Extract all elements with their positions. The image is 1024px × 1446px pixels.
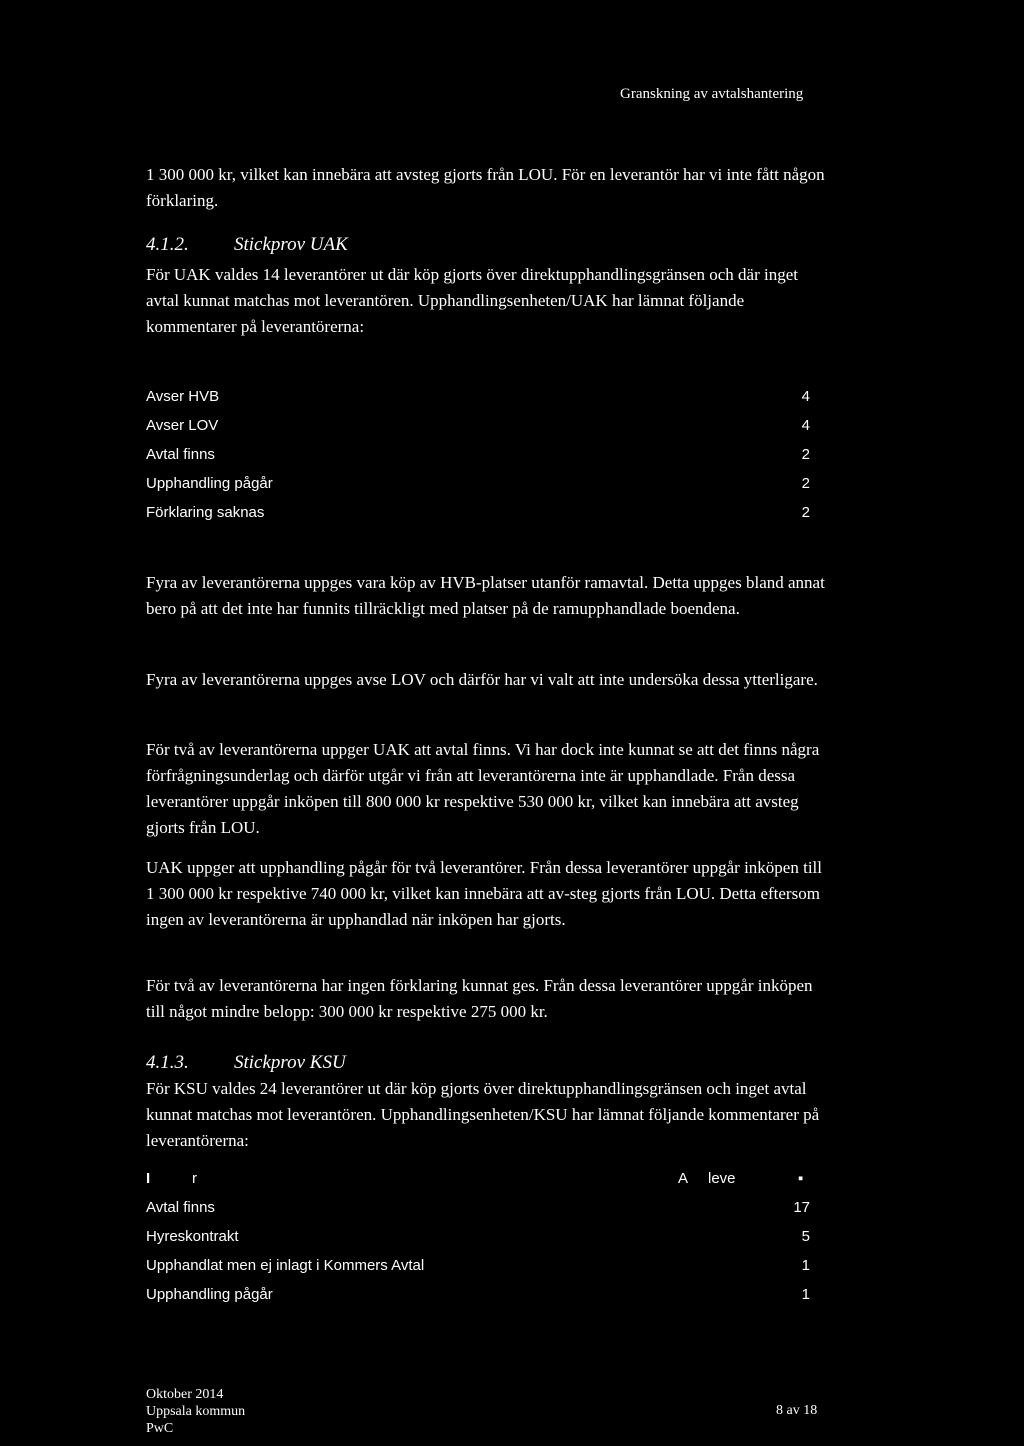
row-label: Avtal finns bbox=[146, 446, 215, 463]
section-uak-text: För UAK valdes 14 leverantörer ut där köp gjorts över direktupphandlingsgränsen och där inget avtal kunnat matchas mot leverantören. Upphandlingsenheten/UAK har lämnat följande kommentarer på leverantörerna: bbox=[146, 265, 798, 336]
section-ksu-text: För KSU valdes 24 leverantörer ut där köp gjorts över direktupphandlingsgränsen och inget avtal kunnat matchas mot leverantören. Upphandlingsenheten/KSU har lämnat följande kommentarer på leverantörerna: bbox=[146, 1079, 820, 1150]
table-row bbox=[146, 388, 816, 417]
row-label: Upphandlat men ej inlagt i Kommers Avtal bbox=[146, 1257, 425, 1274]
table-row bbox=[146, 446, 816, 475]
row-value: 4 bbox=[801, 417, 810, 434]
footer-firm: PwC bbox=[146, 1421, 174, 1436]
paragraph-forklaring: För två av leverantörerna har ingen förklaring kunnat ges. Från dessa leverantörer uppgår inköpen till något mindre belopp: 300 000 kr respektive 275 000 kr. bbox=[146, 976, 813, 1021]
row-label: Upphandling pågår bbox=[146, 1286, 273, 1303]
footer-date: Oktober 2014 bbox=[146, 1387, 224, 1402]
table-row bbox=[146, 504, 816, 533]
table-row bbox=[146, 1257, 816, 1286]
intro-paragraph: 1 300 000 kr, vilket kan innebära att avsteg gjorts från LOU. För en leverantör har vi inte fått någon förklaring. bbox=[146, 165, 825, 210]
row-value: 2 bbox=[801, 446, 810, 463]
section-number: 4.1.2. bbox=[146, 234, 189, 255]
paragraph-lov: Fyra av leverantörerna uppges avse LOV och därför har vi valt att inte undersöka dessa ytterligare. bbox=[146, 670, 818, 689]
header-mark: I bbox=[146, 1170, 151, 1187]
row-value: 1 bbox=[801, 1257, 810, 1274]
row-label: Hyreskontrakt bbox=[146, 1228, 239, 1245]
section-number: 4.1.3. bbox=[146, 1052, 189, 1073]
row-label: Avser LOV bbox=[146, 417, 219, 434]
row-label: Avtal finns bbox=[146, 1199, 215, 1216]
table-ksu bbox=[146, 1170, 816, 1315]
paragraph-avtal: För två av leverantörerna uppger UAK att avtal finns. Vi har dock inte kunnat se att det finns några förfrågningsunderlag och därför utgår vi från att leverantörerna inte är upphandlade. Från dessa leverantörer uppgår inköpen till 800 000 kr respektive 530 000 kr, vilket kan innebära att avsteg gjorts från LOU. bbox=[146, 740, 820, 837]
table-row bbox=[146, 1228, 816, 1257]
table-row bbox=[146, 417, 816, 446]
section-heading-uak bbox=[146, 234, 348, 256]
table-row bbox=[146, 1286, 816, 1315]
section-heading-ksu bbox=[146, 1052, 346, 1074]
footer bbox=[146, 1386, 245, 1437]
header-col1: r bbox=[192, 1170, 197, 1187]
table-row bbox=[146, 475, 816, 504]
table-uak bbox=[146, 388, 816, 533]
row-value: 4 bbox=[801, 388, 810, 405]
row-label: Avser HVB bbox=[146, 388, 220, 405]
page-number: 8 av 18 bbox=[776, 1403, 818, 1418]
paragraph-upphandling: UAK uppger att upphandling pågår för två leverantörer. Från dessa leverantörer uppgår inköpen till 1 300 000 kr respektive 740 000 kr, vilket kan innebära att av-steg gjorts från LOU. Detta eftersom ingen av leverantörerna är upphandlad när inköpen har gjorts. bbox=[146, 858, 822, 929]
row-value: 17 bbox=[793, 1199, 810, 1216]
row-value: 5 bbox=[801, 1228, 810, 1245]
row-value: 2 bbox=[801, 475, 810, 492]
section-title: Stickprov UAK bbox=[234, 234, 348, 255]
row-value: 2 bbox=[801, 504, 810, 521]
table-header-row bbox=[146, 1170, 816, 1199]
row-value: 1 bbox=[801, 1286, 810, 1303]
header-col3: ▪ bbox=[798, 1170, 804, 1187]
footer-org: Uppsala kommun bbox=[146, 1404, 246, 1419]
header-col2: leve bbox=[708, 1170, 736, 1187]
row-label: Upphandling pågår bbox=[146, 475, 273, 492]
running-header: Granskning av avtalshantering bbox=[620, 86, 804, 102]
header-col2-a: A bbox=[678, 1170, 689, 1187]
table-row bbox=[146, 1199, 816, 1228]
paragraph-hvb: Fyra av leverantörerna uppges vara köp av HVB-platser utanför ramavtal. Detta uppges bland annat bero på att det inte har funnits tillräckligt med platser på de ramupphandlade boendena. bbox=[146, 573, 825, 618]
section-title: Stickprov KSU bbox=[234, 1052, 346, 1073]
row-label: Förklaring saknas bbox=[146, 504, 265, 521]
